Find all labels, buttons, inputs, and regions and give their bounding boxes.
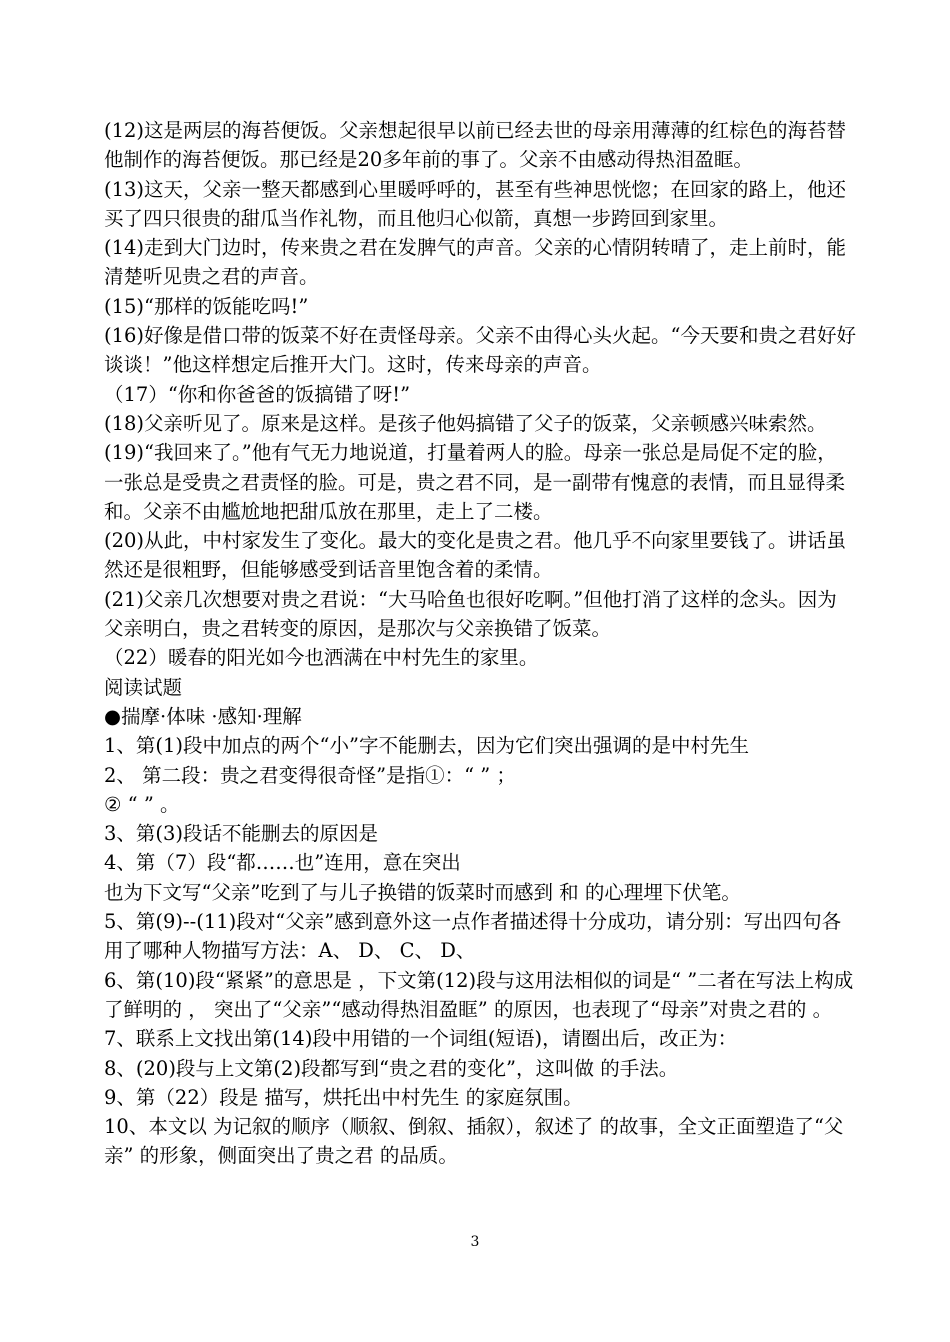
question-1: 1、第(1)段中加点的两个“小”字不能删去，因为它们突出强调的是中村先生	[104, 734, 749, 758]
section-heading: 阅读试题	[104, 675, 183, 699]
paragraph-18: (18)父亲听见了。原来是这样。是孩子他妈搞错了父子的饭菜，父亲顿感兴味索然。	[104, 411, 827, 435]
paragraph-21: (21)父亲几次想要对贵之君说：“大马哈鱼也很好吃啊。”但他打消了这样的念头。因为父亲明白，贵之君转变的原因，是那次与父亲换错了饭菜。	[104, 587, 837, 641]
paragraph-15: (15)“那样的饭能吃吗!”	[104, 294, 309, 318]
question-3: 3、第(3)段话不能删去的原因是	[104, 822, 379, 846]
question-4-continued: 也为下文写“父亲”吃到了与儿子换错的饭菜时而感到 和 的心理埋下伏笔。	[104, 880, 741, 904]
question-6: 6、第(10)段“紧紧”的意思是 ，下文第(12)段与这用法相似的词是“ ”二者在写法上构成了鲜明的 ， 突出了“父亲”“感动得热泪盈眶” 的原因，也表现了“母亲”对贵之君的 。	[104, 968, 854, 1021]
paragraph-13: (13)这天，父亲一整天都感到心里暖呼呼的，甚至有些神思恍惚；在回家的路上，他还买了四只很贵的甜瓜当作礼物，而且他归心似箭，真想一步跨回到家里。	[104, 177, 847, 230]
question-2-part-2: ② “ ” 。	[104, 792, 180, 816]
question-5: 5、第(9)--(11)段对“父亲”感到意外这一点作者描述得十分成功，请分别：写出四句各用了哪种人物描写方法：A、 D、 C、 D、	[104, 910, 842, 963]
paragraph-12: (12)这是两层的海苔便饭。父亲想起很早以前已经去世的母亲用薄薄的红棕色的海苔替他制作的海苔便饭。那已经是20多年前的事了。父亲不由感动得热泪盈眶。	[104, 119, 847, 172]
question-9: 9、第（22）段是 描写，烘托出中村先生 的家庭氛围。	[104, 1085, 583, 1109]
paragraph-22: （22）暖春的阳光如今也洒满在中村先生的家里。	[104, 646, 539, 670]
question-10: 10、本文以 为记叙的顺序（顺叙、倒叙、插叙），叙述了 的故事，全文正面塑造了“父亲” 的形象，侧面突出了贵之君 的品质。	[104, 1115, 844, 1168]
paragraph-16: (16)好像是借口带的饭菜不好在责怪母亲。父亲不由得心头火起。“今天要和贵之君好好谈谈！”他这样想定后推开大门。这时，传来母亲的声音。	[104, 324, 856, 377]
question-2: 2、 第二段：贵之君变得很奇怪”是指①：“ ” ；	[104, 763, 516, 787]
question-7: 7、联系上文找出第(14)段中用错的一个词组(短语)，请圈出后，改正为：	[104, 1027, 738, 1051]
paragraph-14: (14)走到大门边时，传来贵之君在发脾气的声音。父亲的心情阴转晴了，走上前时，能清楚听见贵之君的声音。	[104, 236, 847, 289]
section-subheading: ●揣摩·体味 ·感知·理解	[104, 704, 302, 728]
paragraph-17: （17）“你和你爸爸的饭搞错了呀!”	[104, 382, 411, 406]
document-body	[104, 116, 856, 1171]
question-4: 4、第（7）段“都……也”连用，意在突出	[104, 851, 461, 875]
paragraph-19: (19)“我回来了。”他有气无力地说道，打量着两人的脸。母亲一张总是局促不定的脸，一张总是受贵之君责怪的脸。可是，贵之君不同，是一副带有愧意的表情，而且显得柔和。父亲不由尴尬地把甜瓜放在那里，走上了二楼。	[104, 441, 846, 523]
page-number: 3	[470, 1234, 480, 1250]
paragraph-20: (20)从此，中村家发生了变化。最大的变化是贵之君。他几乎不向家里要钱了。讲话虽然还是很粗野，但能够感受到话音里饱含着的柔情。	[104, 529, 847, 582]
question-8: 8、(20)段与上文第(2)段都写到“贵之君的变化”，这叫做 的手法。	[104, 1056, 679, 1080]
